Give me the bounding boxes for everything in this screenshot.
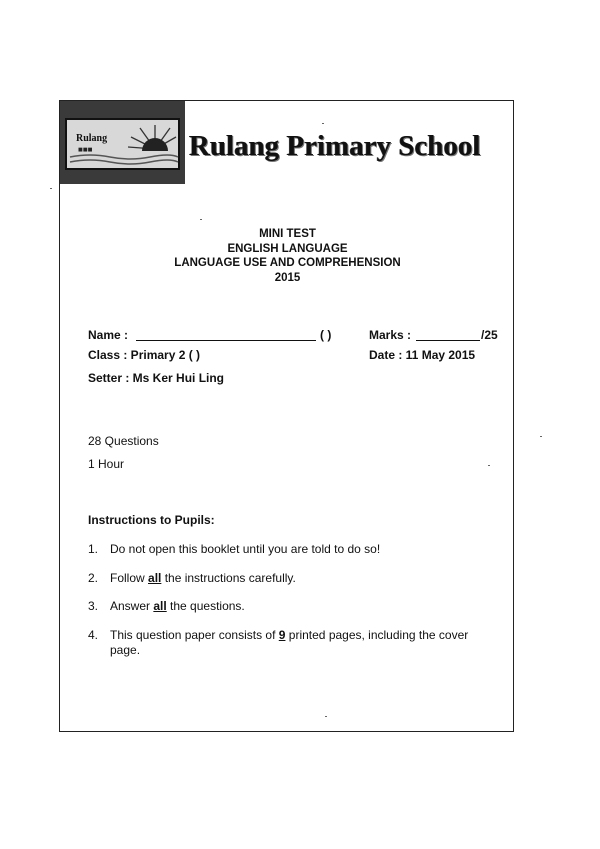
scan-speck <box>325 716 327 717</box>
setter-label: Setter : Ms Ker Hui Ling <box>88 371 225 385</box>
instructions-heading: Instructions to Pupils: <box>88 513 215 527</box>
scan-speck <box>322 123 324 124</box>
register-number-field: ( ) <box>320 328 332 342</box>
title-line-1: MINI TEST <box>259 228 316 240</box>
scan-speck <box>50 188 52 189</box>
marks-field[interactable] <box>416 340 480 341</box>
name-label: Name : <box>88 328 129 342</box>
scan-speck <box>488 465 490 466</box>
marks-total: /25 <box>481 328 498 342</box>
instruction-number: 1. <box>88 542 99 556</box>
school-logo <box>60 101 185 184</box>
instruction-text: This question paper consists of 9 printed pages, including the cover page. <box>110 628 469 657</box>
instruction-text: Follow all the instructions carefully. <box>110 571 296 585</box>
instruction-number: 2. <box>88 571 99 585</box>
school-name: Rulang Primary School <box>189 130 481 162</box>
title-line-2: ENGLISH LANGUAGE <box>227 242 348 255</box>
name-field[interactable] <box>136 340 316 341</box>
title-line-3: LANGUAGE USE AND COMPREHENSION <box>174 257 401 269</box>
instruction-text: Do not open this booklet until you are told to do so! <box>110 542 381 556</box>
date-label: Date : 11 May 2015 <box>369 348 476 362</box>
school-crest-icon <box>60 101 185 184</box>
instruction-text: Answer all the questions. <box>110 599 245 613</box>
instruction-number: 3. <box>88 599 99 613</box>
class-label: Class : Primary 2 ( ) <box>88 348 201 362</box>
marks-label: Marks : <box>369 328 412 342</box>
title-line-4: 2015 <box>274 271 301 284</box>
question-count: 28 Questions <box>88 434 159 448</box>
test-title <box>60 227 515 285</box>
scan-speck <box>200 219 202 220</box>
instruction-number: 4. <box>88 628 99 642</box>
svg-text:Rulang: Rulang <box>76 133 108 144</box>
svg-text:■■■: ■■■ <box>78 145 93 154</box>
scan-speck <box>540 436 542 437</box>
test-duration: 1 Hour <box>88 457 125 471</box>
